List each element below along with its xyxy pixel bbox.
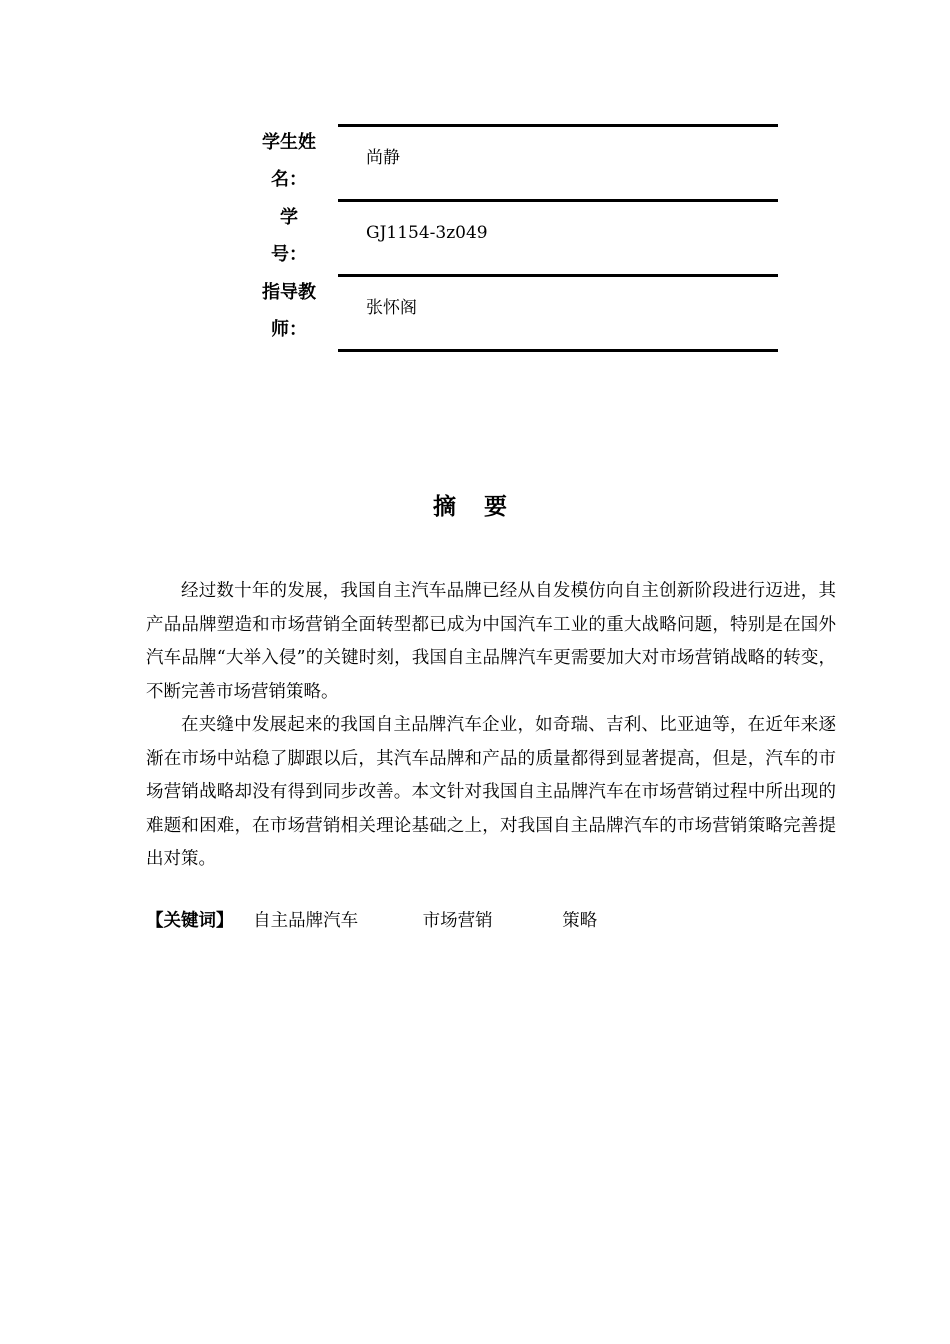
keyword-item-2: 市场营销 xyxy=(422,911,493,931)
abstract-paragraph-1: 经过数十年的发展，我国自主汽车品牌已经从自发模仿向自主创新阶段进行迈进，其产品品牌塑造和市场营销全面转型都已成为中国汽车工业的重大战略问题，特别是在国外汽车品牌“大举入侵”的关键时刻，我国自主品牌汽车更需要加大对市场营销战略的转变，不断完善市场营销策略。 xyxy=(146,581,836,702)
student-name-label-line2: 名： xyxy=(271,169,307,190)
advisor-label xyxy=(240,274,338,349)
keywords-line xyxy=(146,905,597,938)
student-name-value: 尚静 xyxy=(338,124,778,199)
advisor-label-line1: 指导教 xyxy=(262,282,316,303)
abstract-title: 摘 要 xyxy=(432,494,517,520)
advisor-label-line2: 师： xyxy=(271,319,307,340)
student-info-table xyxy=(240,124,778,349)
student-id-label-line2: 号： xyxy=(271,244,307,265)
abstract-body xyxy=(146,575,836,877)
student-name-label-line1: 学生姓 xyxy=(262,132,316,153)
student-id-label-line1: 学 xyxy=(280,207,298,228)
info-row-student-name xyxy=(240,124,778,199)
advisor-value: 张怀阁 xyxy=(338,274,778,349)
abstract-paragraph-2: 在夹缝中发展起来的我国自主品牌汽车企业，如奇瑞、吉利、比亚迪等，在近年来逐渐在市场中站稳了脚跟以后，其汽车品牌和产品的质量都得到显著提高，但是，汽车的市场营销战略却没有得到同步改善。本文针对我国自主品牌汽车在市场营销过程中所出现的难题和困难，在市场营销相关理论基础之上，对我国自主品牌汽车的市场营销策略完善提出对策。 xyxy=(146,715,836,869)
student-id-value: GJ1154-3z049 xyxy=(338,199,778,274)
keyword-item-3: 策略 xyxy=(562,911,598,931)
info-table-bottom-rule xyxy=(338,349,778,352)
keyword-item-1: 自主品牌汽车 xyxy=(253,911,359,931)
info-row-advisor xyxy=(240,274,778,349)
student-id-label xyxy=(240,199,338,274)
student-name-label xyxy=(240,124,338,199)
info-row-student-id xyxy=(240,199,778,274)
keywords-label: 【关键词】 xyxy=(146,911,234,931)
